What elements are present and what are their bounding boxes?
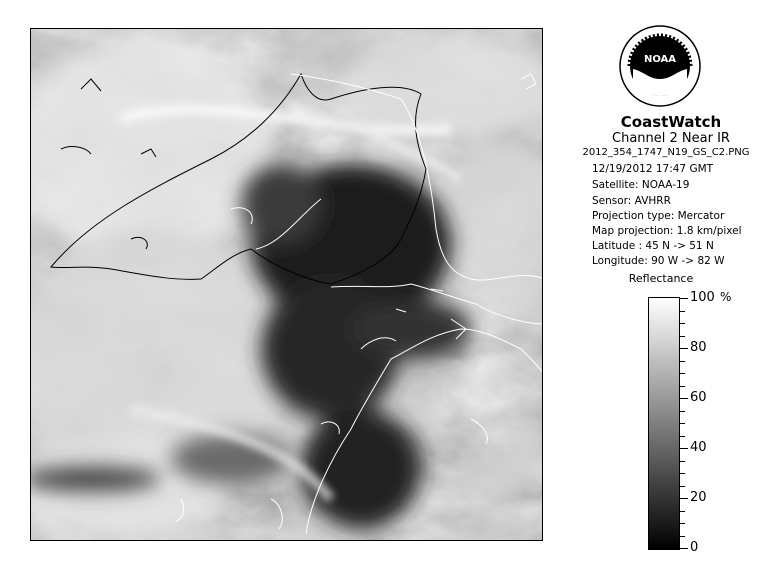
map-projection-label: Map projection: 1.8 km/pixel bbox=[592, 225, 742, 237]
colorbar-tick bbox=[680, 511, 685, 512]
noaa-logo bbox=[619, 25, 701, 107]
colorbar-tick bbox=[680, 348, 688, 349]
colorbar-tick bbox=[680, 336, 685, 337]
colorbar-tick bbox=[680, 461, 685, 462]
colorbar-tick bbox=[680, 473, 685, 474]
satellite-image-panel bbox=[30, 28, 543, 541]
colorbar-tick bbox=[680, 423, 685, 424]
colorbar-tick bbox=[680, 486, 685, 487]
product-title: CoastWatch bbox=[620, 113, 722, 131]
satellite-label: Satellite: NOAA-19 bbox=[592, 179, 690, 191]
colorbar-tick bbox=[680, 398, 688, 399]
satellite-reflectance-image bbox=[31, 29, 543, 541]
logo-text: NOAA bbox=[643, 54, 677, 65]
colorbar-label: 80 bbox=[690, 340, 707, 355]
colorbar-tick bbox=[680, 548, 688, 549]
colorbar-tick bbox=[680, 298, 688, 299]
colorbar-title: Reflectance bbox=[628, 272, 694, 285]
colorbar-tick bbox=[680, 386, 685, 387]
channel-label: Channel 2 Near IR bbox=[612, 131, 730, 146]
noaa-emblem-icon bbox=[619, 25, 701, 107]
colorbar-unit: % bbox=[720, 290, 732, 304]
projection-type-label: Projection type: Mercator bbox=[592, 210, 725, 222]
colorbar-tick bbox=[680, 448, 688, 449]
colorbar-label: 0 bbox=[690, 540, 699, 555]
latitude-label: Latitude : 45 N -> 51 N bbox=[592, 240, 714, 252]
colorbar-tick bbox=[680, 373, 685, 374]
colorbar-label: 60 bbox=[690, 390, 707, 405]
colorbar-tick bbox=[680, 411, 685, 412]
filename-label: 2012_354_1747_N19_GS_C2.PNG bbox=[582, 147, 750, 158]
colorbar-label: 20 bbox=[690, 490, 707, 505]
colorbar-tick bbox=[680, 323, 685, 324]
colorbar-label: 40 bbox=[690, 440, 707, 455]
reflectance-colorbar bbox=[648, 297, 680, 550]
date-time-label: 12/19/2012 17:47 GMT bbox=[592, 163, 714, 175]
colorbar-tick bbox=[680, 311, 685, 312]
colorbar-label: 100 bbox=[690, 290, 715, 305]
colorbar-tick bbox=[680, 361, 685, 362]
longitude-label: Longitude: 90 W -> 82 W bbox=[592, 255, 725, 267]
colorbar-tick bbox=[680, 536, 685, 537]
sensor-label: Sensor: AVHRR bbox=[592, 195, 671, 207]
colorbar-tick bbox=[680, 523, 685, 524]
colorbar-tick bbox=[680, 436, 685, 437]
colorbar-tick bbox=[680, 498, 688, 499]
